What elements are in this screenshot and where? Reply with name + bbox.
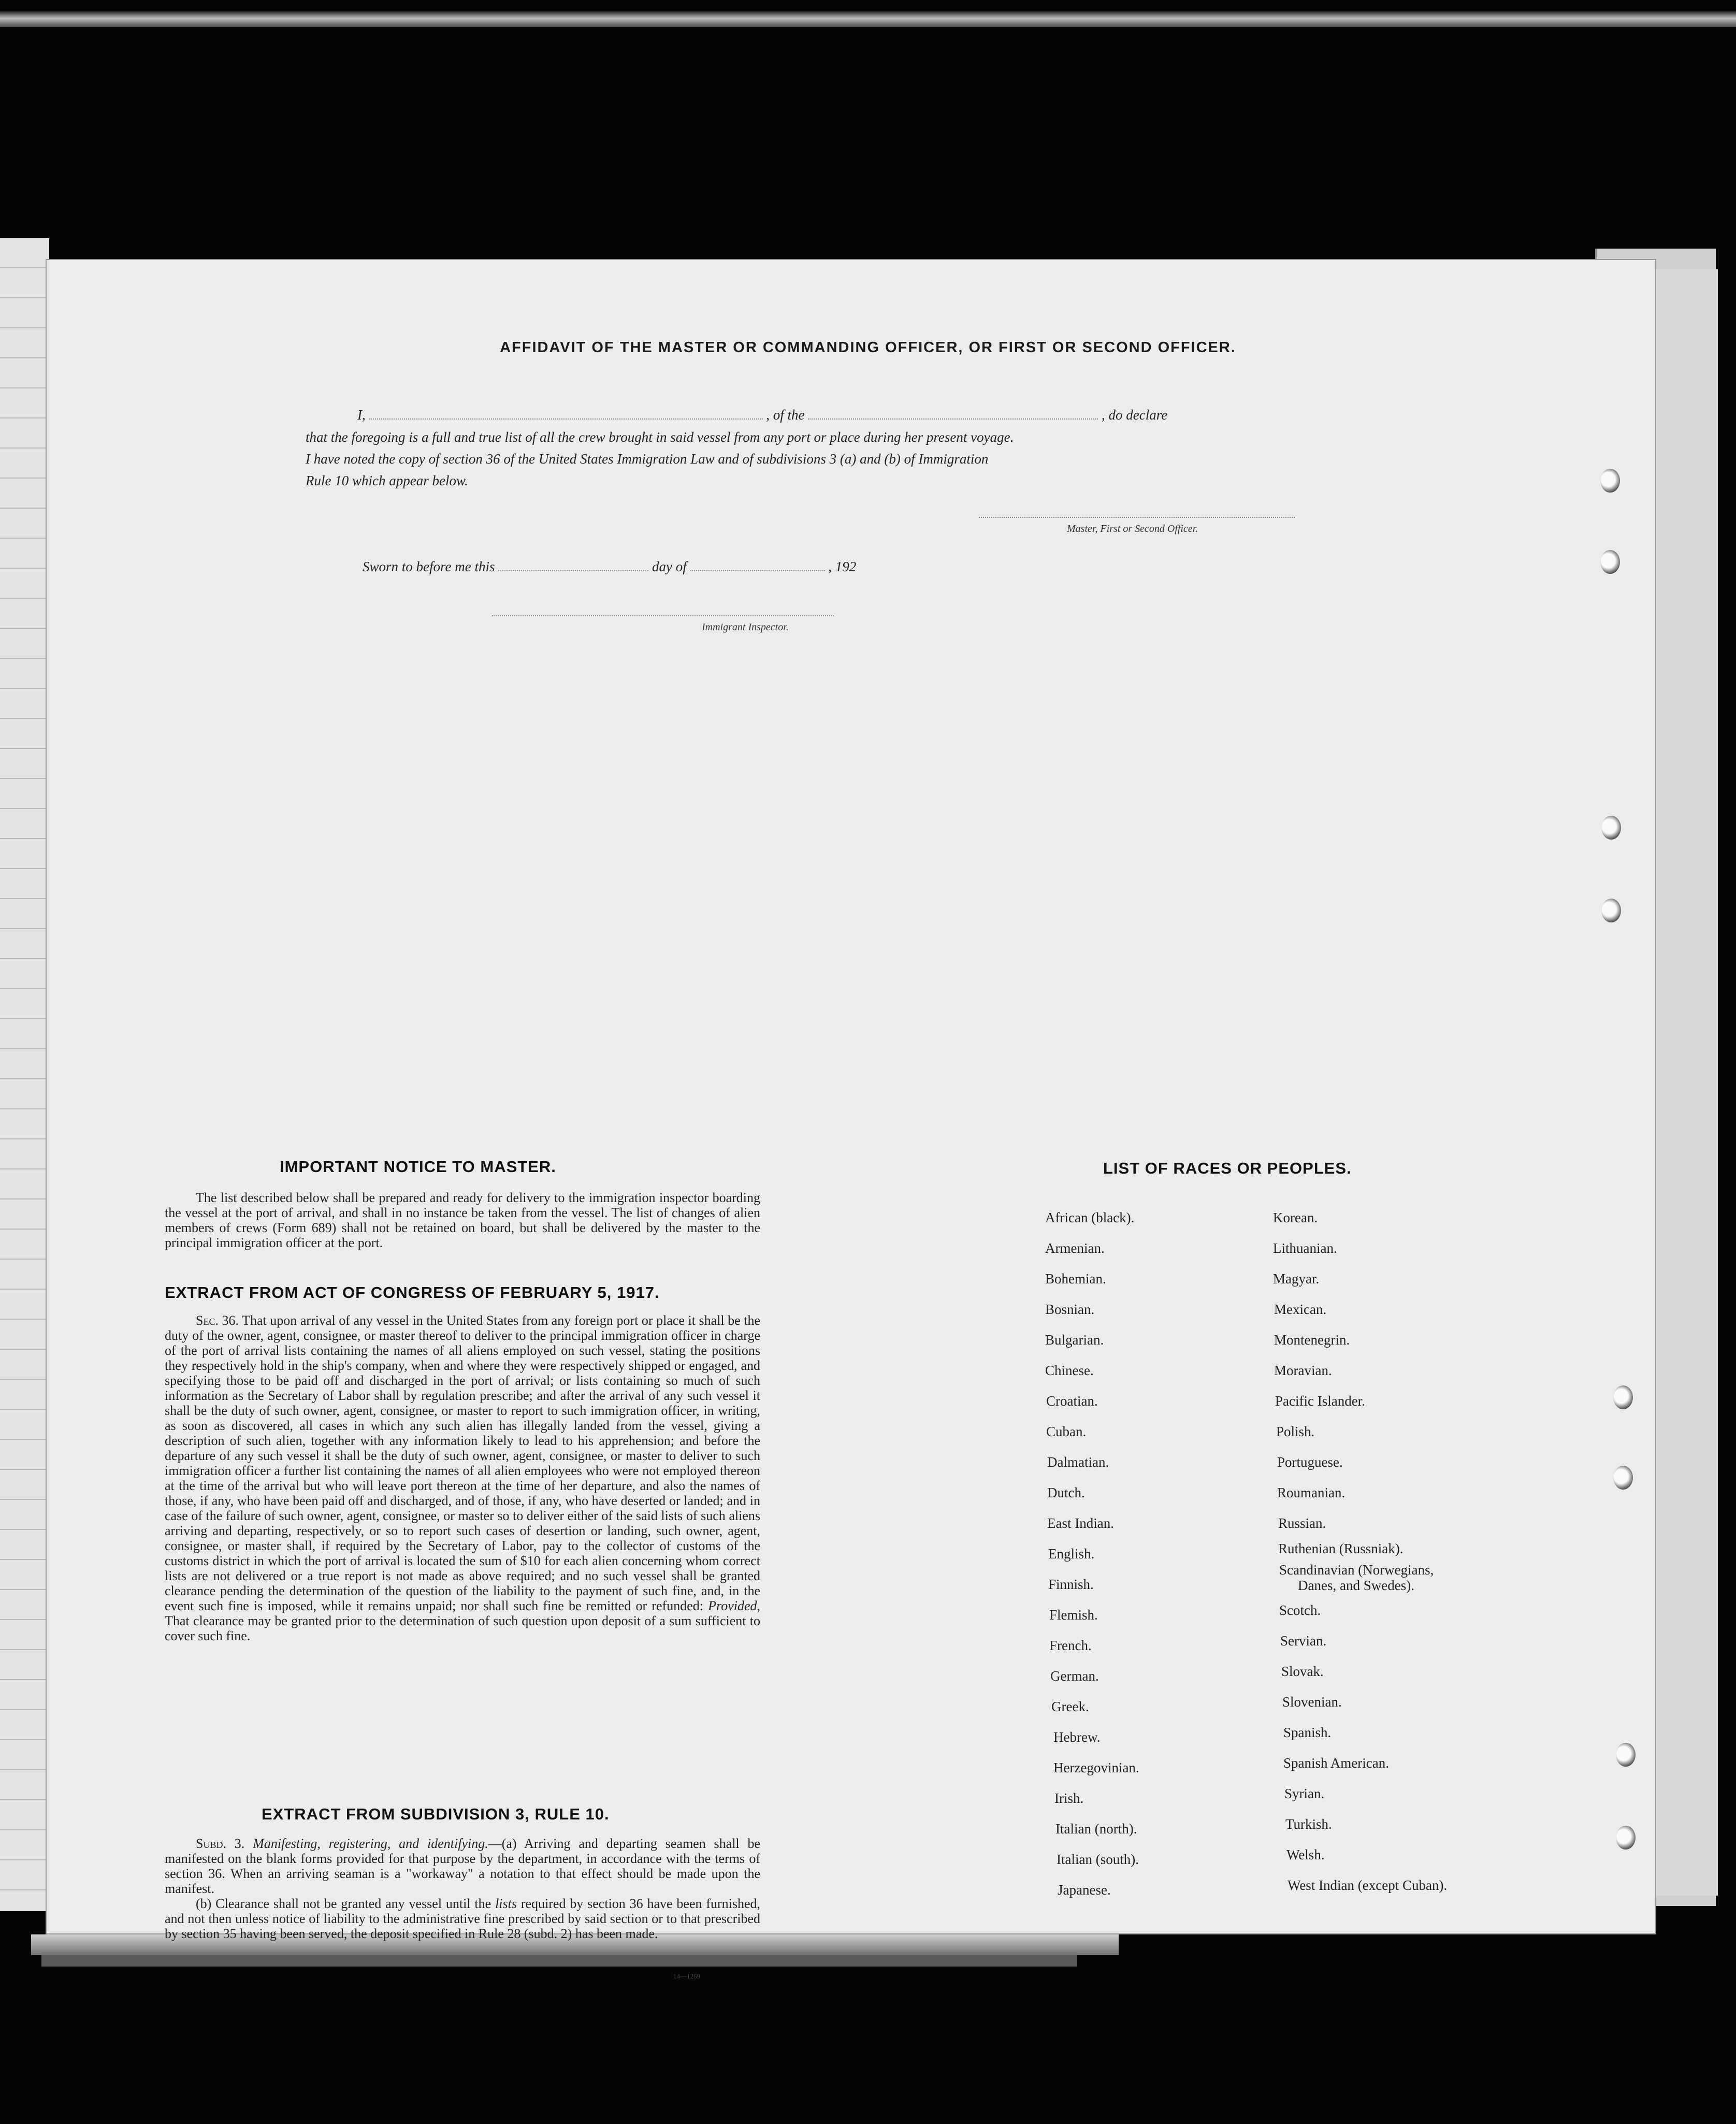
race-item: West Indian (except Cuban).: [1287, 1877, 1448, 1893]
race-item: Welsh.: [1286, 1847, 1325, 1862]
punch-hole: [1601, 899, 1621, 922]
sworn-line: [363, 557, 1036, 576]
provided-word: Provided,: [708, 1598, 760, 1613]
notice-body: The list described below shall be prepared and ready for delivery to the immigration inspector boarding the vessel at the port of arrival, and shall in no instance be taken from the vessel. The list of changes of alien members of crews (Form 689) shall not be retained on board, but shall be delivered by the master to the principal immigration officer at the port.: [165, 1190, 760, 1250]
rule-extract-title: EXTRACT FROM SUBDIVISION 3, RULE 10.: [262, 1805, 610, 1823]
punch-hole: [1613, 1385, 1633, 1409]
affidavit-line-2: that the foregoing is a full and true list of all the crew brought in said vessel from any port or place during her present voyage.: [306, 429, 1014, 445]
race-item: Ruthenian (Russniak).: [1278, 1541, 1404, 1556]
master-signature-field[interactable]: [979, 507, 1295, 518]
race-item: Dutch.: [1047, 1485, 1085, 1500]
notice-text: [165, 1190, 760, 1250]
races-title: LIST OF RACES OR PEOPLES.: [1103, 1159, 1352, 1177]
subdivision-number: Subd. 3.: [196, 1836, 245, 1851]
punch-hole: [1616, 1743, 1636, 1767]
race-item: Pacific Islander.: [1275, 1393, 1365, 1409]
sworn-month-field[interactable]: [690, 560, 825, 571]
do-declare-label: , do declare: [1102, 407, 1168, 423]
race-item: Servian.: [1280, 1633, 1327, 1649]
year-label: , 192: [828, 559, 857, 574]
race-item: Bohemian.: [1045, 1271, 1106, 1287]
race-item: Russian.: [1278, 1515, 1326, 1531]
act-extract-text: [165, 1313, 760, 1643]
race-item: Hebrew.: [1053, 1729, 1101, 1745]
scanner-edge-strip: [0, 11, 1736, 27]
sworn-day-field[interactable]: [498, 560, 648, 571]
day-of-label: day of: [652, 559, 687, 574]
race-item: Irish.: [1054, 1790, 1084, 1806]
race-item: Polish.: [1276, 1424, 1315, 1439]
punch-hole: [1600, 550, 1620, 574]
race-item: Portuguese.: [1277, 1454, 1343, 1470]
subdivision-title: Manifesting, registering, and identifying.: [253, 1836, 488, 1851]
race-item: Croatian.: [1046, 1393, 1098, 1409]
affidavit-title: AFFIDAVIT OF THE MASTER OR COMMANDING OFFICER, OR FIRST OR SECOND OFFICER.: [500, 339, 1236, 356]
race-item: Moravian.: [1274, 1363, 1332, 1378]
race-item: Greek.: [1051, 1699, 1089, 1714]
punch-hole: [1600, 469, 1620, 493]
inspector-signature-label: Immigrant Inspector.: [702, 622, 789, 633]
race-item: Cuban.: [1046, 1424, 1087, 1439]
race-item: East Indian.: [1047, 1515, 1114, 1531]
sworn-label: Sworn to before me this: [363, 559, 495, 574]
of-the-label: , of the: [766, 407, 805, 423]
race-item: Slovenian.: [1282, 1694, 1342, 1710]
race-item: Danes, and Swedes).: [1298, 1578, 1414, 1593]
form-number: 14—1269: [673, 1972, 700, 1980]
side-ledger-sheet: [0, 238, 49, 1911]
race-item: Flemish.: [1049, 1607, 1098, 1623]
declarant-label: I,: [357, 407, 366, 423]
race-item: Roumanian.: [1277, 1485, 1346, 1500]
race-item: Korean.: [1273, 1210, 1318, 1225]
section-body: That upon arrival of any vessel in the United States from any foreign port or place it shall be the duty of the owner, agent, consignee, or master thereof to deliver to the principal immigration officer in charge of the port of arrival lists containing the names of all aliens employed on such vessel, stating the positions they respectively hold in the ship's company, when and where they were respectively shipped or engaged, and specifying those to be paid off and discharged in the port of arrival; or lists containing so much of such information as the Secretary of Labor shall by regulation prescribe; and after the arrival of any such vessel it shall be the duty of such owner, agent, consignee, or master to report to such immigration officer, in writing, as soon as discovered, all cases in which any such alien has illegally landed from the vessel, giving a description of such alien, together with any information likely to lead to his apprehension; and before the departure of any such vessel it shall be the duty of such owner, agent, consignee, or master to deliver to such immigration officer a further list containing the names of all alien employees who were not employed thereon at the time of the arrival but who will leave port thereon at the time of her departure, and also the names of those, if any, who have been paid off and discharged, and of those, if any, who have deserted or landed; and in case of the failure of such owner, agent, consignee, or master so to deliver either of the said lists of such aliens arriving and departing, respectively, or so to report such cases of desertion or landing, such owner, agent, consignee, or master shall, if required by the Secretary of Labor, pay to the collector of customs of the customs district in which the port of arrival is located the sum of $10 for each alien concerning whom correct lists are not delivered or a true report is not made as above required; and no such vessel shall be granted clearance pending the determination of the question of the liability to the payment of such fine, and, in the event such fine is imposed, while it remains unpaid; nor shall such fine be remitted or refunded:: [165, 1313, 761, 1613]
race-item: Montenegrin.: [1274, 1332, 1350, 1348]
punch-hole: [1613, 1466, 1633, 1490]
section-body-end: That clearance may be granted prior to the determination of such question upon deposit of a sum sufficient to cover such fine.: [165, 1613, 760, 1643]
punch-hole: [1616, 1826, 1636, 1850]
race-item: African (black).: [1045, 1210, 1135, 1225]
document-page: [46, 259, 1656, 1934]
race-item: Armenian.: [1045, 1240, 1105, 1256]
race-item: German.: [1050, 1668, 1099, 1684]
act-extract-title: EXTRACT FROM ACT OF CONGRESS OF FEBRUARY 5, 1917.: [165, 1283, 660, 1302]
race-item: Dalmatian.: [1047, 1454, 1109, 1470]
race-item: Mexican.: [1274, 1302, 1327, 1317]
race-item: Slovak.: [1281, 1664, 1324, 1679]
race-item: Bulgarian.: [1045, 1332, 1104, 1348]
master-signature-label: Master, First or Second Officer.: [1067, 523, 1198, 534]
vessel-name-field[interactable]: [808, 408, 1098, 420]
lists-word: lists: [495, 1896, 517, 1911]
race-item: Chinese.: [1045, 1363, 1094, 1378]
affidavit-line-3: I have noted the copy of section 36 of the United States Immigration Law and of subdivisions 3 (a) and (b) of Immigration: [306, 451, 989, 467]
race-item: French.: [1049, 1638, 1092, 1653]
race-item: Turkish.: [1285, 1816, 1332, 1832]
race-item: Italian (north).: [1055, 1821, 1137, 1837]
affidavit-first-line: [357, 406, 1300, 425]
race-item: Scandinavian (Norwegians,: [1279, 1562, 1434, 1578]
page-bottom-shadow: [41, 1955, 1077, 1967]
affidavit-line-4: Rule 10 which appear below.: [306, 473, 468, 488]
punch-hole: [1601, 816, 1621, 840]
race-item: Scotch.: [1279, 1602, 1321, 1618]
race-item: Lithuanian.: [1273, 1240, 1337, 1256]
subdivision-text-b-post: required by section 36 have been furnished, and not then unless notice of liability to the administrative fine prescribed by said section or to that prescribed by section 35 having been served, the deposit specified in Rule 28 (subd. 2) has been made.: [165, 1896, 761, 1941]
subdivision-text-a: —(a) Arriving and departing seamen shall be manifested on the blank forms provided for that purpose by the department, in accordance with the terms of section 36. When an arriving seaman is a "workaway" a notation to that effect should be made upon the manifest.: [165, 1836, 761, 1896]
rule-extract-text: [165, 1836, 760, 1941]
subdivision-text-b-pre: (b) Clearance shall not be granted any vessel until the: [196, 1896, 491, 1911]
race-item: Bosnian.: [1045, 1302, 1095, 1317]
race-item: Italian (south).: [1057, 1852, 1139, 1867]
race-item: Herzegovinian.: [1053, 1760, 1139, 1775]
race-item: Japanese.: [1058, 1882, 1111, 1898]
race-item: Spanish.: [1283, 1725, 1332, 1740]
race-item: Spanish American.: [1283, 1755, 1389, 1771]
inspector-signature-field[interactable]: [492, 605, 834, 616]
race-item: English.: [1048, 1546, 1095, 1562]
race-item: Finnish.: [1048, 1577, 1094, 1592]
notice-title: IMPORTANT NOTICE TO MASTER.: [280, 1158, 556, 1176]
section-number: Sec. 36.: [196, 1313, 239, 1328]
race-item: Magyar.: [1273, 1271, 1320, 1287]
declarant-name-field[interactable]: [369, 408, 763, 420]
race-item: Syrian.: [1284, 1786, 1325, 1801]
